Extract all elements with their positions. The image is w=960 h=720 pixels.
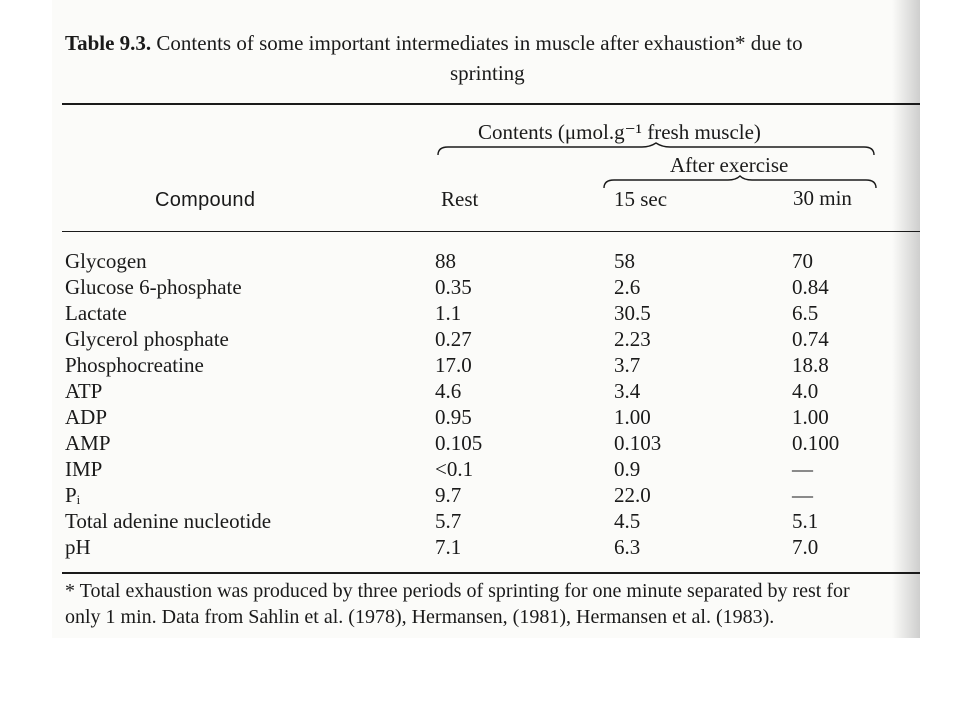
compound-cell: IMP: [65, 457, 103, 481]
compound-cell: pH: [65, 535, 91, 559]
min30-cell: 4.0: [792, 379, 819, 403]
sec15-cell: 3.7: [614, 353, 641, 377]
compound-cell: ADP: [65, 405, 108, 429]
sec15-cell: 22.0: [614, 483, 651, 507]
rest-cell: 0.95: [435, 405, 472, 429]
min30-cell: 1.00: [792, 405, 829, 429]
table-body: [65, 248, 885, 560]
table-row: [65, 326, 885, 352]
table-row: [65, 430, 885, 456]
sec15-cell: 2.6: [614, 275, 641, 299]
caption-label: Table 9.3.: [65, 31, 152, 55]
min30-cell: 0.100: [792, 431, 840, 455]
footnote-line-2: only 1 min. Data from Sahlin et al. (1978), Hermansen, (1981), Hermansen et al. (1983).: [65, 606, 775, 628]
compound-cell: Glucose 6-phosphate: [65, 275, 242, 299]
min30-cell: 5.1: [792, 509, 819, 533]
footnote-line-1: * Total exhaustion was produced by three periods of sprinting for one minute separated by rest for: [65, 580, 850, 602]
rest-cell: 88: [435, 249, 456, 273]
header-rest: Rest: [441, 187, 479, 211]
min30-cell: 18.8: [792, 353, 829, 377]
header-15-sec: 15 sec: [614, 187, 668, 211]
caption-text: Contents of some important intermediates in muscle after exhaustion* due to: [156, 31, 803, 55]
min30-cell: 70: [792, 249, 813, 273]
table-row: [65, 352, 885, 378]
compound-cell: Glycerol phosphate: [65, 327, 229, 351]
table-row: [65, 378, 885, 404]
rest-cell: 5.7: [435, 509, 462, 533]
table-row: [65, 404, 885, 430]
rest-cell: <0.1: [435, 457, 474, 481]
sec15-cell: 6.3: [614, 535, 641, 559]
rest-cell: 0.105: [435, 431, 483, 455]
contents-brace: [436, 143, 876, 157]
scan-shadow-edge: [892, 0, 920, 638]
table-caption: [65, 30, 803, 56]
sec15-cell: 58: [614, 249, 635, 273]
sec15-cell: 0.9: [614, 457, 641, 481]
rest-cell: 1.1: [435, 301, 462, 325]
header-contents: Contents (μmol.g⁻¹ fresh muscle): [478, 120, 761, 144]
scanned-page: [52, 0, 920, 638]
header-rule: [62, 231, 920, 232]
table-row: [65, 300, 885, 326]
bottom-rule: [62, 572, 920, 574]
table-row: [65, 274, 885, 300]
table-row: [65, 508, 885, 534]
rest-cell: 4.6: [435, 379, 462, 403]
compound-cell: Pᵢ: [65, 483, 81, 507]
min30-cell: 7.0: [792, 535, 819, 559]
table-row: [65, 482, 885, 508]
sec15-cell: 2.23: [614, 327, 651, 351]
compound-cell: Lactate: [65, 301, 127, 325]
rest-cell: 0.27: [435, 327, 472, 351]
header-compound: Compound: [155, 189, 256, 211]
min30-cell: —: [792, 457, 813, 481]
header-30-min: 30 min: [793, 186, 852, 210]
min30-cell: 0.74: [792, 327, 829, 351]
sec15-cell: 1.00: [614, 405, 651, 429]
table-row: [65, 534, 885, 560]
sec15-cell: 4.5: [614, 509, 641, 533]
compound-cell: AMP: [65, 431, 111, 455]
compound-cell: ATP: [65, 379, 103, 403]
rest-cell: 0.35: [435, 275, 472, 299]
compound-cell: Phosphocreatine: [65, 353, 204, 377]
compound-cell: Total adenine nucleotide: [65, 509, 272, 533]
min30-cell: 6.5: [792, 301, 819, 325]
table-footnote: [65, 578, 850, 630]
sec15-cell: 30.5: [614, 301, 651, 325]
caption-text-line2: sprinting: [450, 61, 525, 85]
rest-cell: 9.7: [435, 483, 462, 507]
min30-cell: 0.84: [792, 275, 829, 299]
header-after-exercise: After exercise: [670, 153, 789, 177]
compound-cell: Glycogen: [65, 249, 147, 273]
top-rule: [62, 103, 920, 105]
sec15-cell: 0.103: [614, 431, 662, 455]
table-row: [65, 248, 885, 274]
rest-cell: 17.0: [435, 353, 472, 377]
sec15-cell: 3.4: [614, 379, 641, 403]
min30-cell: —: [792, 483, 813, 507]
rest-cell: 7.1: [435, 535, 462, 559]
table-row: [65, 456, 885, 482]
